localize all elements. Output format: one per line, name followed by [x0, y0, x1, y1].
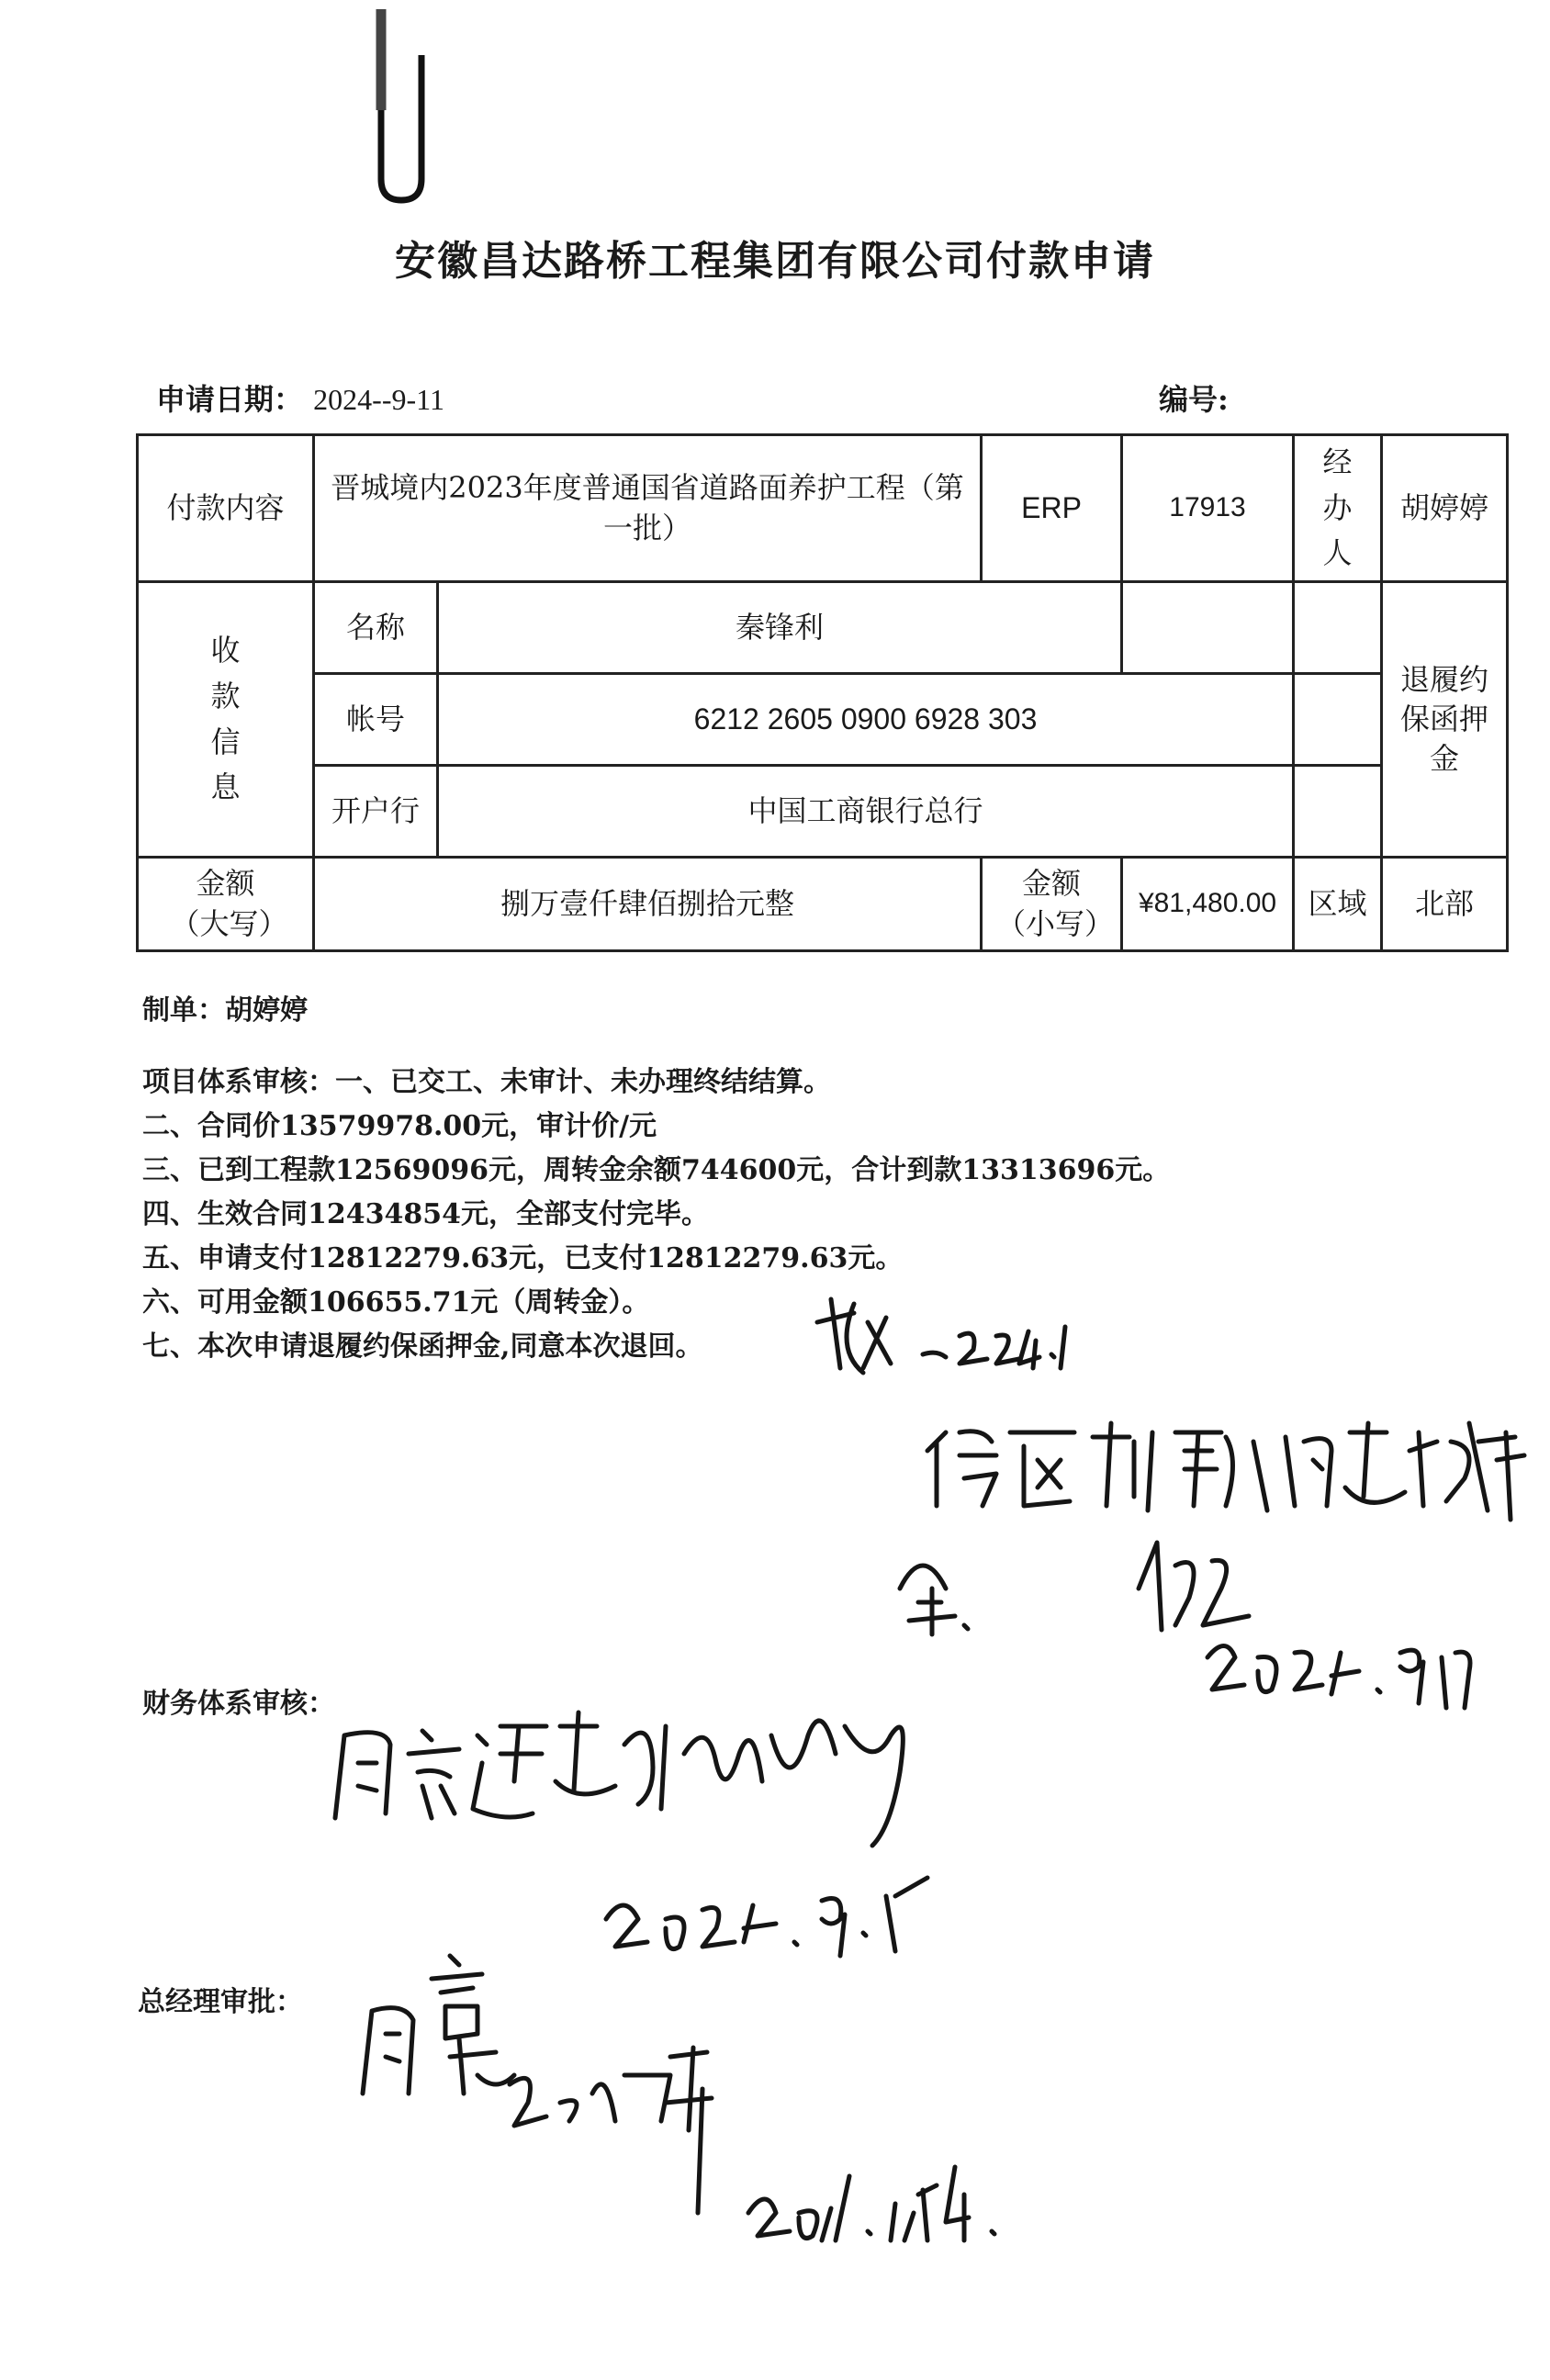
apply-date-value: 2024--9-11: [313, 383, 444, 416]
name-blank-cell: [1122, 582, 1294, 674]
amount-upper-value: 捌万壹仟肆佰捌拾元整: [314, 858, 982, 951]
review-line: 五、申请支付12812279.63元，已支付12812279.63元。: [142, 1242, 904, 1274]
number-label: 编号:: [1159, 382, 1229, 417]
project-signature: [799, 1285, 1093, 1386]
review-line: 六、可用金额106655.71元（周转金）。: [142, 1286, 650, 1319]
account-label: 帐号: [314, 674, 438, 766]
bank-label: 开户行: [314, 766, 438, 858]
handler-value: 胡婷婷: [1382, 435, 1508, 582]
payee-info-label: 收款信息: [138, 582, 314, 858]
review-line: 二、合同价13579978.00元，审计价/元: [142, 1110, 657, 1142]
finance-handwritten-note: [321, 1699, 946, 1974]
paper-clip-icon: [363, 0, 436, 207]
amount-upper-label: 金额（大写）: [138, 858, 314, 951]
project-note-date: [1203, 1625, 1478, 1717]
account-value: 6212 2605 0900 6928 303: [438, 674, 1294, 766]
blank-cell: [1294, 674, 1382, 766]
bank-value: 中国工商银行总行: [438, 766, 1294, 858]
gm-review-label: 总经理审批：: [138, 1986, 303, 2018]
amount-lower-label: 金额（小写）: [982, 858, 1122, 951]
document-title: 安徽昌达路桥工程集团有限公司付款申请: [395, 238, 1155, 285]
prepared-by: 制单：胡婷婷: [142, 994, 308, 1027]
review-line: 七、本次申请退履约保函押金,同意本次退回。: [142, 1330, 703, 1363]
erp-label: ERP: [982, 435, 1122, 582]
blank-cell: [1294, 766, 1382, 858]
blank-cell: [1294, 582, 1382, 674]
purpose-cell: 退履约保函押金: [1382, 582, 1508, 858]
review-line: 三、已到工程款12569096元，周转金余额744600元，合计到款13313696元。: [142, 1154, 1171, 1186]
name-value: 秦锋利: [438, 582, 1122, 674]
amount-lower-value: ¥81,480.00: [1122, 858, 1294, 951]
payment-form-table: [136, 433, 1509, 952]
name-label: 名称: [314, 582, 438, 674]
region-value: 北部: [1382, 858, 1508, 951]
review-line: 项目体系审核：一、已交工、未审计、未办理终结结算。: [142, 1066, 831, 1098]
region-label: 区域: [1294, 858, 1382, 951]
handler-label: 经办人: [1294, 435, 1382, 582]
finance-review-label: 财务体系审核：: [142, 1688, 335, 1720]
project-handwritten-note: [909, 1405, 1533, 1644]
gm-handwritten-note: [349, 1937, 1047, 2240]
payment-content-label: 付款内容: [138, 435, 314, 582]
apply-date-label: 申请日期：: [156, 382, 304, 417]
payment-content-value: 晋城境内2023年度普通国省道路面养护工程（第一批）: [314, 435, 982, 582]
erp-value: 17913: [1122, 435, 1294, 582]
review-line: 四、生效合同12434854元，全部支付完毕。: [142, 1198, 709, 1230]
apply-date: [156, 376, 444, 419]
